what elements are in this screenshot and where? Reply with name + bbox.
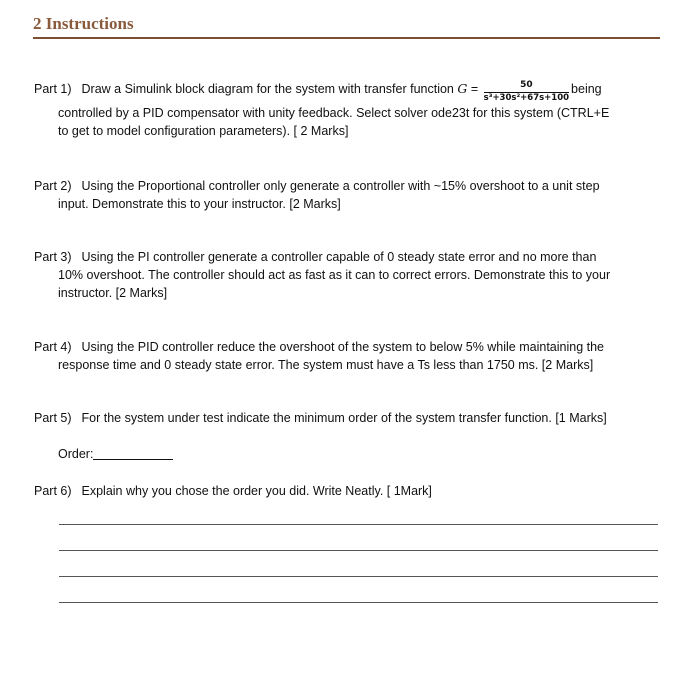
part-6-line-1 xyxy=(34,482,662,500)
part-3-label: Part 3) xyxy=(34,250,72,264)
part-6 xyxy=(34,482,662,500)
part-1-line-1 xyxy=(34,80,662,104)
answer-line[interactable] xyxy=(59,576,658,577)
part-2-line-2: input. Demonstrate this to your instructor. [2 Marks] xyxy=(58,197,341,211)
tf-denominator: s³+30s²+67s+100 xyxy=(483,93,570,103)
order-blank[interactable] xyxy=(93,446,173,460)
part-3-line-3: instructor. [2 Marks] xyxy=(58,286,168,300)
transfer-function-fraction xyxy=(484,80,569,104)
part-3-text: Using the PI controller generate a controller capable of 0 steady state error and no more than xyxy=(81,250,597,264)
part-1-line-2: controlled by a PID compensator with unity feedback. Select solver ode23t for this system (CTRL+E xyxy=(58,106,610,120)
part-2-label: Part 2) xyxy=(34,179,72,193)
answer-line[interactable] xyxy=(59,524,658,525)
part-6-label: Part 6) xyxy=(34,484,72,498)
order-label: Order: xyxy=(58,447,94,461)
transfer-function-symbol: G xyxy=(457,81,468,96)
part-1-text: Draw a Simulink block diagram for the system with transfer function xyxy=(81,82,454,96)
tf-numerator: 50 xyxy=(484,80,569,93)
part-4-line-2: response time and 0 steady state error. The system must have a Ts less than 1750 ms. [2 Marks] xyxy=(58,358,594,372)
order-answer xyxy=(58,445,173,463)
part-2 xyxy=(34,177,662,213)
part-4-text: Using the PID controller reduce the overshoot of the system to below 5% while maintaining the xyxy=(81,340,605,354)
part-6-text: Explain why you chose the order you did. Write Neatly. [ 1Mark] xyxy=(81,484,432,498)
part-2-line-1 xyxy=(34,177,662,195)
part-1-line-3: to get to model configuration parameters). [ 2 Marks] xyxy=(58,124,349,138)
part-3-line-1 xyxy=(34,248,662,266)
part-3 xyxy=(34,248,662,302)
part-3-line-2: 10% overshoot. The controller should act as fast as it can to correct errors. Demonstrate this to your xyxy=(58,268,611,282)
part-1-text-after: being xyxy=(571,82,602,96)
part-4-line-1 xyxy=(34,338,662,356)
part-5-text: For the system under test indicate the minimum order of the system transfer function. [1 Marks] xyxy=(81,411,607,425)
part-5-line-1 xyxy=(34,409,662,427)
part-4-label: Part 4) xyxy=(34,340,72,354)
answer-line[interactable] xyxy=(59,550,658,551)
part-1-label: Part 1) xyxy=(34,82,72,96)
answer-line[interactable] xyxy=(59,602,658,603)
part-5 xyxy=(34,409,662,427)
part-5-label: Part 5) xyxy=(34,411,72,425)
part-4 xyxy=(34,338,662,374)
part-2-text: Using the Proportional controller only generate a controller with ~15% overshoot to a unit step xyxy=(81,179,600,193)
equals-sign: = xyxy=(470,82,479,96)
section-heading: 2 Instructions xyxy=(33,14,660,39)
part-1 xyxy=(34,80,662,140)
